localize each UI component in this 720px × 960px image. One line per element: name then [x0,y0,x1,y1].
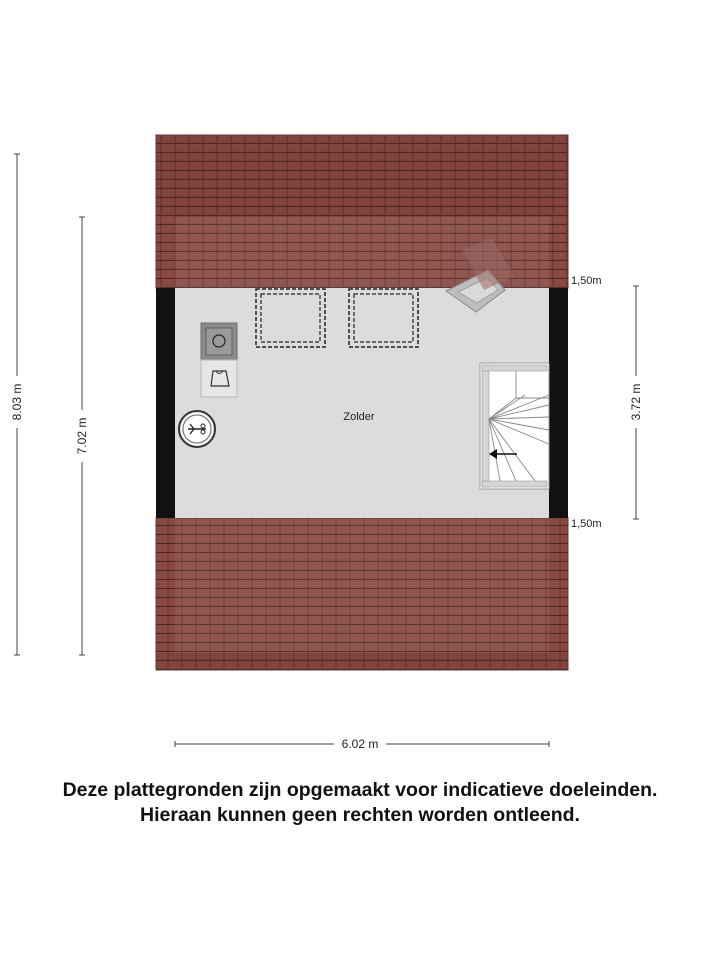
dimension-label-inner-height: 7.02 m [75,417,89,455]
dimension-label-width: 6.02 m [341,737,379,751]
boiler-icon [179,411,215,447]
wall-right [549,288,568,518]
wall-left [156,288,175,518]
dimension-label-total-height: 8.03 m [10,383,24,421]
knee-wall-label-top: 1,50m [571,275,602,287]
staircase-icon [480,363,549,489]
disclaimer-line-1: Deze plattegronden zijn opgemaakt voor indicatieve doeleinden. [62,779,658,801]
washing-machine-icon [201,323,237,360]
room-label: Zolder [343,411,375,423]
disclaimer-line-2: Hieraan kunnen geen rechten worden ontleend. [140,804,580,826]
knee-wall-label-bottom: 1,50m [571,518,602,530]
dryer-icon [201,360,237,397]
roof-bottom [156,518,568,670]
dimension-label-room-depth: 3.72 m [629,383,643,421]
